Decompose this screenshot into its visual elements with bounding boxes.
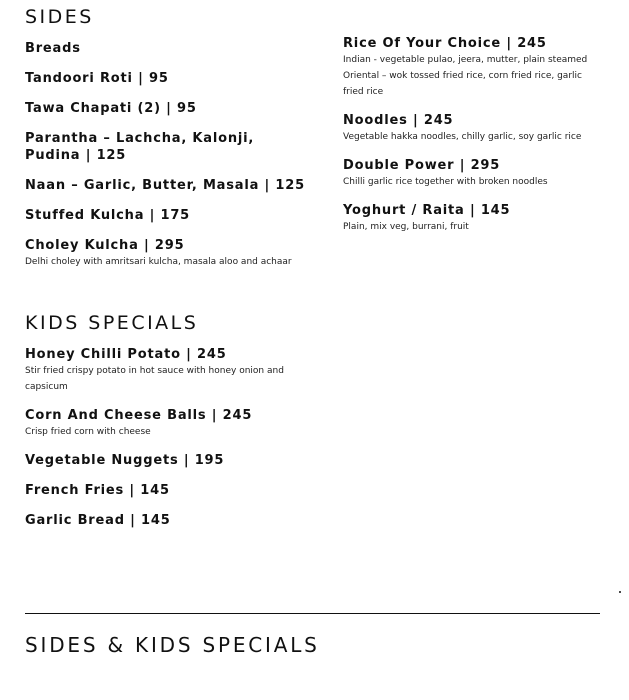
menu-item [343,35,601,100]
menu-item-title: Tandoori Roti | 95 [25,71,169,86]
menu-item-description: Indian - vegetable pulao, jeera, mutter, plain steamed Oriental – wok tossed fried rice, corn fried rice, garlic fried rice [343,55,588,97]
menu-item-title: Vegetable Nuggets | 195 [25,453,225,468]
kids-specials-heading: KIDS SPECIALS [25,312,199,334]
menu-item-description: Vegetable hakka noodles, chilly garlic, soy garlic rice [343,132,582,142]
sides-right-column [343,35,601,235]
menu-item-description: Chilli garlic rice together with broken noodles [343,177,548,187]
menu-item [25,40,317,57]
menu-item-title: Naan – Garlic, Butter, Masala | 125 [25,178,305,193]
footer-title: SIDES & KIDS SPECIALS [25,633,320,657]
menu-item-title: Yoghurt / Raita | 145 [343,203,511,218]
sides-heading: SIDES [25,6,94,28]
menu-item [343,112,601,145]
menu-item [25,207,317,224]
menu-item [25,452,317,469]
menu-item [25,237,317,270]
menu-item-title: Rice Of Your Choice | 245 [343,36,547,51]
menu-item-description: Delhi choley with amritsari kulcha, masala aloo and achaar [25,257,292,267]
menu-item-description: Stir fried crispy potato in hot sauce with honey onion and capsicum [25,366,284,392]
menu-item [25,100,317,117]
menu-item [25,177,317,194]
sides-left-column [25,40,317,270]
menu-item-title: Noodles | 245 [343,113,454,128]
menu-item [25,407,317,440]
menu-item-description: Plain, mix veg, burrani, fruit [343,222,469,232]
menu-item [25,512,317,529]
menu-item-title: French Fries | 145 [25,483,170,498]
menu-item-title: Breads [25,41,81,56]
decorative-dot [619,591,621,593]
menu-item [343,157,601,190]
footer-divider [25,613,600,614]
menu-item-title: Choley Kulcha | 295 [25,238,185,253]
menu-item [343,202,601,235]
menu-item [25,482,317,499]
menu-item-title: Tawa Chapati (2) | 95 [25,101,197,116]
menu-item-title: Honey Chilli Potato | 245 [25,347,227,362]
menu-item [25,346,317,395]
menu-item-title: Parantha – Lachcha, Kalonji, Pudina | 125 [25,131,255,163]
kids-column [25,346,317,529]
menu-item-title: Corn And Cheese Balls | 245 [25,408,253,423]
menu-item [25,130,317,164]
menu-item [25,70,317,87]
menu-item-title: Double Power | 295 [343,158,501,173]
menu-item-description: Crisp fried corn with cheese [25,427,151,437]
menu-item-title: Garlic Bread | 145 [25,513,171,528]
menu-item-title: Stuffed Kulcha | 175 [25,208,191,223]
